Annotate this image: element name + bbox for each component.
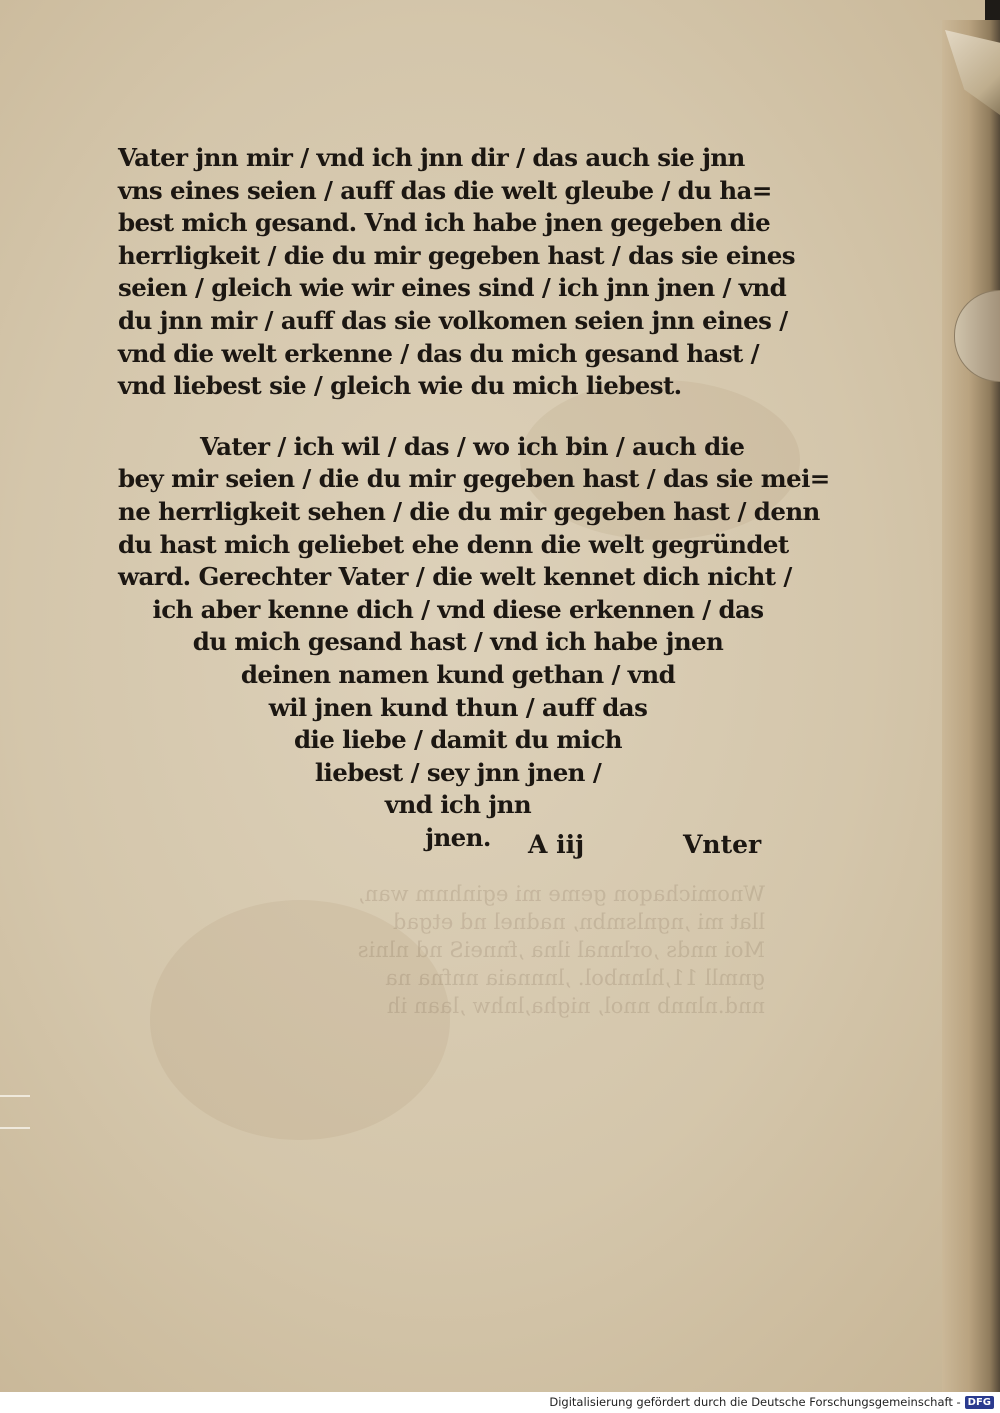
dfg-logo: DFG bbox=[965, 1396, 994, 1409]
signature-mark: A iij bbox=[528, 830, 585, 859]
text-line: vnd ich jnn bbox=[384, 790, 532, 820]
text-line: liebest / sey jnn jnen / bbox=[314, 757, 602, 787]
text-line: jnen. bbox=[425, 822, 491, 852]
show-through-text: Wnomichaqon geme mi eginhnm wan, llat mi ,ngnlsmbn, nadnel nd etgad Moi nnds ,orlnnal ilna ,fnneiS nd nlnis gnmll 11,hlnnbol. ,lnnnaia nnfna na nnd.nlnnb nnol, nigha,lnhw ,laan ih bbox=[357, 882, 765, 1018]
text-line: wil jnen kund thun / auff das bbox=[268, 692, 648, 722]
text-line: seien / gleich wie wir eines sind / ich jnn jnen / vnd bbox=[118, 273, 787, 303]
text-line: Vater / ich wil / das / wo ich bin / auch die bbox=[200, 431, 745, 461]
text-line: vns eines seien / auff das die welt gleube / du ha= bbox=[118, 175, 772, 205]
text-line: Vater jnn mir / vnd ich jnn dir / das auch sie jnn bbox=[118, 143, 745, 172]
main-text-block bbox=[118, 142, 830, 854]
binding-thread bbox=[0, 1095, 30, 1129]
text-line: vnd die welt erkenne / das du mich gesand hast / bbox=[118, 338, 760, 368]
text-line: vnd liebest sie / gleich wie du mich liebest. bbox=[118, 371, 682, 401]
digitization-credit bbox=[549, 1393, 994, 1411]
text-line: die liebe / damit du mich bbox=[293, 725, 622, 755]
text-line: du jnn mir / auff das sie volkomen seien jnn eines / bbox=[118, 305, 788, 335]
text-line: du hast mich geliebet ehe denn die welt gegründet bbox=[118, 529, 789, 559]
paragraph-1 bbox=[118, 142, 798, 403]
page-stack-edge bbox=[942, 20, 1000, 1392]
credit-text: Digitalisierung gefördert durch die Deutsche Forschungsgemeinschaft - bbox=[549, 1395, 961, 1409]
paragraph-2 bbox=[118, 431, 830, 855]
text-line: du mich gesand hast / vnd ich habe jnen bbox=[192, 627, 724, 657]
page-footer bbox=[118, 830, 798, 866]
text-line: herrligkeit / die du mir gegeben hast / das sie eines bbox=[118, 240, 795, 270]
catchword: Vnter bbox=[683, 830, 762, 859]
text-line: deinen namen kund gethan / vnd bbox=[240, 659, 676, 689]
text-line: ward. Gerechter Vater / die welt kennet dich nicht / bbox=[118, 562, 792, 592]
text-line: ne herrligkeit sehen / die du mir gegeben hast / denn bbox=[118, 496, 820, 526]
text-line: best mich gesand. Vnd ich habe jnen gegeben die bbox=[118, 208, 771, 238]
text-line: bey mir seien / die du mir gegeben hast / das sie mei= bbox=[118, 464, 830, 494]
text-line: ich aber kenne dich / vnd diese erkennen / das bbox=[152, 594, 764, 624]
